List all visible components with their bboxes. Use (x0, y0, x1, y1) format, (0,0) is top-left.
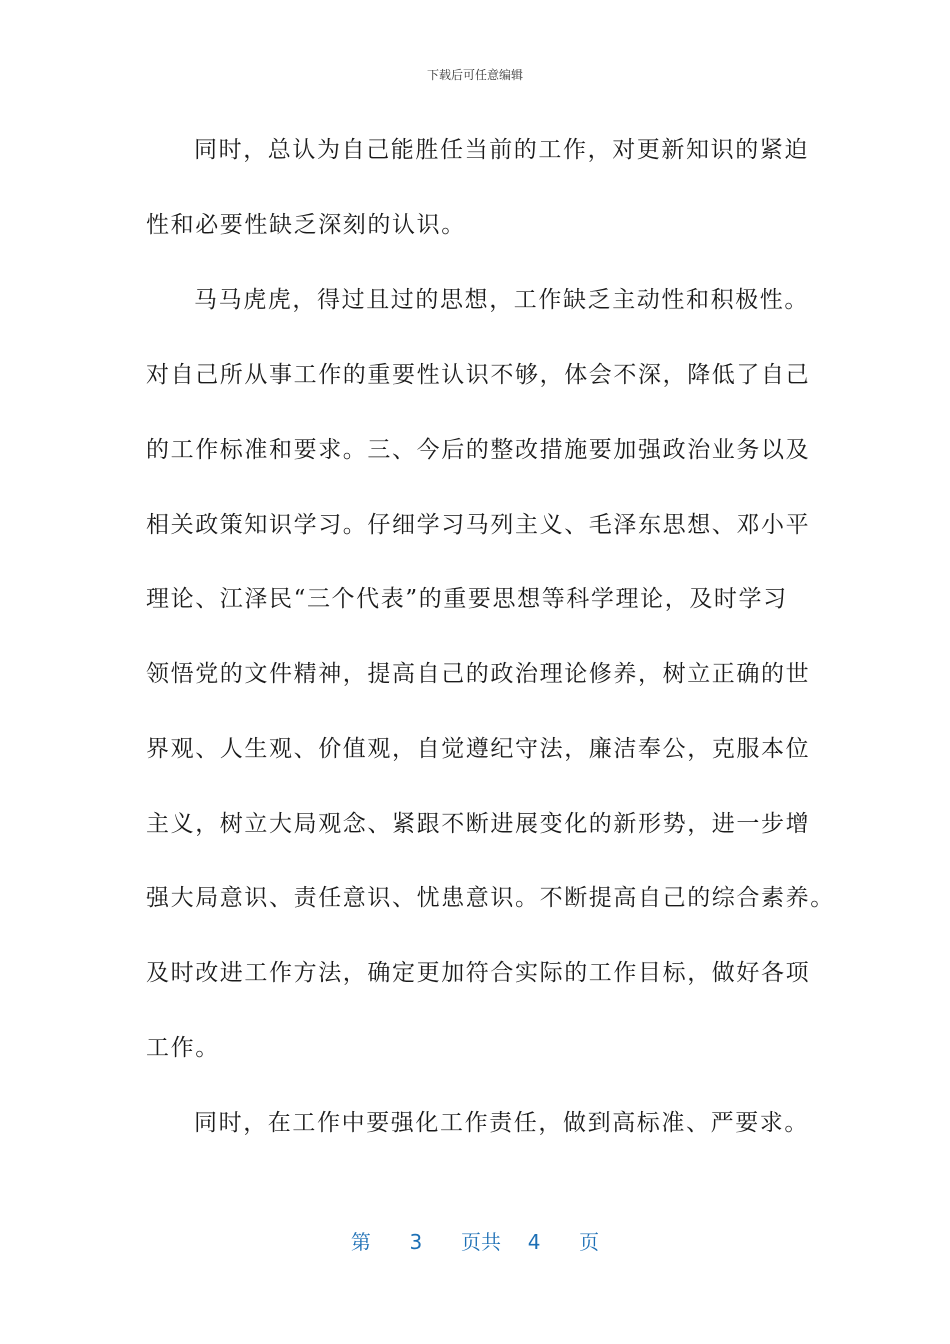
total-pages-number: 4 (527, 1230, 541, 1254)
footer-middle: 页共 (461, 1230, 501, 1254)
paragraph-line: 性和必要性缺乏深刻的认识。 (146, 212, 466, 238)
footer-prefix: 第 (350, 1230, 371, 1254)
paragraph-line: 强大局意识、责任意识、忧患意识。不断提高自己的综合素养。 (146, 885, 835, 911)
page-header-note: 下载后可任意编辑 (426, 68, 523, 82)
paragraph-line: 工作。 (146, 1035, 220, 1061)
paragraph-line: 的工作标准和要求。三、今后的整改措施要加强政治业务以及 (146, 437, 811, 463)
footer-suffix: 页 (579, 1230, 600, 1254)
paragraph-line: 理论、江泽民“三个代表”的重要思想等科学理论，及时学习 (146, 586, 788, 612)
paragraph-line: 界观、人生观、价值观，自觉遵纪守法，廉洁奉公，克服本位 (146, 736, 811, 762)
paragraph-line: 同时，总认为自己能胜任当前的工作，对更新知识的紧迫 (194, 137, 809, 163)
paragraph-line: 主义，树立大局观念、紧跟不断进展变化的新形势，进一步增 (146, 811, 811, 837)
page-number-footer (0, 1226, 950, 1255)
paragraph-line: 相关政策知识学习。仔细学习马列主义、毛泽东思想、邓小平 (146, 512, 811, 538)
paragraph-line: 同时，在工作中要强化工作责任，做到高标准、严要求。 (194, 1110, 809, 1136)
paragraph-line: 及时改进工作方法，确定更加符合实际的工作目标，做好各项 (146, 960, 811, 986)
paragraph-line: 领悟党的文件精神，提高自己的政治理论修养，树立正确的世 (146, 661, 811, 687)
paragraph-line: 马马虎虎，得过且过的思想，工作缺乏主动性和积极性。 (194, 287, 809, 313)
paragraph-line: 对自己所从事工作的重要性认识不够，体会不深，降低了自己 (146, 362, 811, 388)
current-page-number: 3 (409, 1230, 423, 1254)
